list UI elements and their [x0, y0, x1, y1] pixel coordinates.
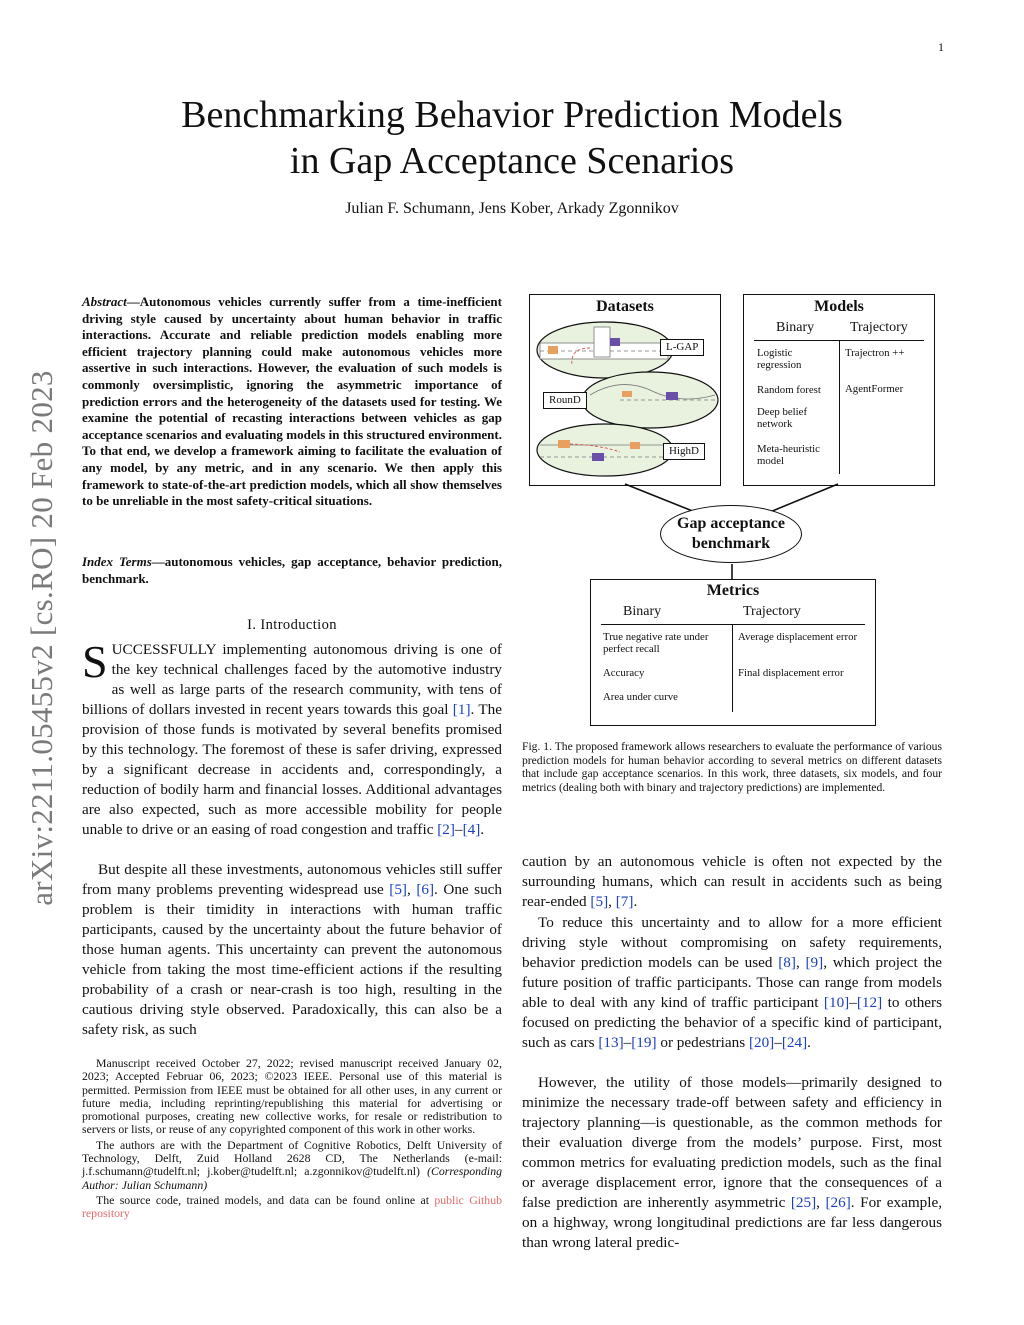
right-p3-text-b: . For example, on a highway, wrong longitudinal predictions are far less dangerous than wrong lateral predic- — [522, 1194, 942, 1251]
model-random-forest: Random forest — [757, 384, 821, 396]
metric-area-under-curve: Area under curve — [603, 691, 678, 703]
models-binary-label: Binary — [776, 320, 815, 335]
citation-link[interactable]: [6] — [416, 881, 435, 898]
dropcap: S — [82, 636, 108, 687]
right-p2-text-c: to others focused on predicting the behavior of a specific kind of participant, such as cars — [522, 994, 942, 1051]
right-p2-text: To reduce this uncertainty and to allow for a more efficient driving style without compromising on safety requirements, behavior prediction models can be used — [522, 914, 942, 971]
models-column-divider — [839, 340, 840, 474]
metrics-column-divider — [732, 624, 733, 712]
models-trajectory-label: Trajectory — [850, 320, 908, 335]
right-p1-text: caution by an autonomous vehicle is often not expected by the surrounding humans, which can result in accidents such as being rear-ended — [522, 853, 942, 910]
metrics-binary-label: Binary — [623, 604, 662, 619]
github-link[interactable]: public Github repository — [82, 1192, 502, 1221]
right-paragraph-2 — [522, 913, 942, 1053]
dash: – — [623, 1034, 632, 1051]
footnote-affiliation-text: The authors are with the Department of Cognitive Robotics, Delft University of Technology, Delft, Zuid Holland 2628 CD, The Netherlands (e-mail: j.f.schumann@tudelft.nl; j.kober@tudelft.nl; a.zgonnikov@tudelft.nl) — [82, 1137, 502, 1179]
comma: , — [406, 881, 417, 898]
citation-link[interactable]: [13] — [598, 1034, 624, 1051]
citation-link[interactable]: [5] — [590, 893, 609, 910]
page-number: 1 — [938, 40, 944, 54]
gap-acceptance-benchmark — [660, 505, 802, 563]
intro-p1-text-b: . The provision of those funds is motivated by several benefits promised by this technology. The foremost of these is safer driving, expressed by a significant decrease in accidents and, correspondingly, a reduction of bodily harm and financial losses. Additional advantages are also expected, such as more accessible mobility for people unable to drive or an easing of road congestion and traffic — [82, 701, 502, 838]
abstract-label: Abstract — [82, 294, 127, 309]
dataset-lgap-label: L-GAP — [660, 339, 704, 356]
intro-p2-text-b: . One such problem is their timidity in interactions with human traffic participants, caused by the uncertainty about the future behavior of those human agents. This uncertainty can prevent the autonomous vehicle from taking the most time-efficient actions if the resulting probability of a crash or near-crash is too high, resulting in the cautious driving style observed. Paradoxically, this can also be a safety risk, as such — [82, 881, 503, 1038]
footnote-source — [82, 1194, 502, 1221]
abstract-text: —Autonomous vehicles currently suffer from a time-inefficient driving style caused by uncertainty about human behavior in traffic interactions. Accurate and reliable prediction models enabling more efficient trajectory planning could make autonomous vehicles more assertive in such interactions. However, the evaluation of such models is commonly oversimplistic, ignoring the asymmetric importance of prediction errors and the heterogeneity of the datasets used for testing. We examine the potential of recasting interactions between vehicles as gap acceptance scenarios and evaluating models in this structured environment. To that end, we develop a framework aiming to facilitate the evaluation of any model, by any metric, and in any scenario. We then apply this framework to state-of-the-art prediction models, which all show themselves to be unreliable in the most safety-critical situations. — [82, 294, 502, 509]
datasets-title: Datasets — [596, 298, 654, 315]
citation-link[interactable]: [24] — [781, 1034, 808, 1051]
index-terms — [82, 554, 502, 587]
dash: – — [454, 821, 463, 838]
right-paragraph-1 — [522, 852, 942, 912]
period: . — [480, 821, 485, 838]
right-p2-text-b: , which project the future position of traffic participants. Those can range from models able to deal with any kind of traffic participant — [522, 954, 943, 1011]
intro-paragraph-1 — [82, 636, 502, 840]
footnote-source-text: The source code, trained models, and data can be found online at — [96, 1192, 435, 1207]
period: . — [633, 893, 638, 910]
arxiv-identifier: arXiv:2211.05455v2 [cs.RO] 20 Feb 2023 — [24, 370, 59, 906]
footnote-manuscript: Manuscript received October 27, 2022; revised manuscript received January 02, 2023; Accepted Februar 06, 2023; ©2023 IEEE. Personal use of this material is permitted. Permission from IEEE must be obtained for all other uses, in any current or future media, including reprinting/republishing this material for advertising or promotional purposes, creating new collective works, for resale or redistribution to servers or lists, or reuse of any copyrighted component of this work in other works. — [82, 1056, 502, 1137]
citation-link[interactable]: [9] — [805, 954, 824, 971]
citation-link[interactable]: [4] — [462, 821, 481, 838]
model-agentformer: AgentFormer — [845, 383, 904, 395]
title-line-2: in Gap Acceptance Scenarios — [289, 140, 735, 182]
model-meta-heuristic: Meta-heuristic model — [757, 443, 820, 467]
citation-link[interactable]: [25] — [790, 1194, 817, 1211]
authors: Julian F. Schumann, Jens Kober, Arkady Zgonnikov — [345, 200, 679, 217]
right-p2-text-d: or pedestrians — [656, 1034, 749, 1051]
intro-p2-text: But despite all these investments, autonomous vehicles still suffer from many problems preventing widespread use — [82, 861, 502, 898]
metric-true-negative-rate: True negative rate under perfect recall — [603, 631, 709, 655]
metrics-box — [590, 579, 876, 726]
citation-link[interactable]: [20] — [748, 1034, 775, 1051]
citation-link[interactable]: [12] — [856, 994, 883, 1011]
comma: , — [608, 893, 616, 910]
index-terms-text: —autonomous vehicles, gap acceptance, behavior prediction, benchmark. — [82, 554, 502, 586]
benchmark-line-1: Gap acceptance — [677, 515, 785, 532]
metric-average-displacement: Average displacement error — [738, 631, 858, 643]
model-deep-belief-network: Deep belief network — [757, 406, 808, 430]
metric-final-displacement: Final displacement error — [738, 667, 844, 679]
corresponding-author: (Corresponding Author: Julian Schumann) — [82, 1164, 502, 1192]
dataset-highd-label: HighD — [663, 443, 705, 460]
metrics-trajectory-label: Trajectory — [743, 604, 801, 619]
citation-link[interactable]: [19] — [631, 1034, 657, 1051]
intro-p1-text: UCCESSFULLY implementing autonomous driving is one of the key technical challenges faced by the automotive industry as well as large parts of the research community, with tens of billions of dollars invested in recent years towards this goal — [82, 641, 502, 718]
comma: , — [795, 954, 806, 971]
right-paragraph-3 — [522, 1073, 942, 1253]
right-p3-text: However, the utility of those models—primarily designed to minimize the necessary trade-off between safety and efficiency in trajectory planning—is questionable, as the common methods for their evaluation diverge from the models’ purpose. First, most common metrics for evaluating prediction models, such as the final or average displacement error, ignore that the consequences of a false prediction are inherently asymmetric — [522, 1074, 942, 1211]
dash: – — [774, 1034, 782, 1051]
section-heading: I. Introduction — [247, 617, 337, 633]
title-line-1: Benchmarking Behavior Prediction Models — [181, 94, 843, 136]
model-trajectron: Trajectron ++ — [845, 347, 905, 359]
citation-link[interactable]: [1] — [452, 701, 471, 718]
intro-paragraph-2 — [82, 860, 502, 1040]
dash: – — [849, 994, 857, 1011]
period: . — [807, 1034, 811, 1051]
models-box — [743, 294, 935, 486]
comma: , — [816, 1194, 826, 1211]
citation-link[interactable]: [5] — [389, 881, 407, 898]
citation-link[interactable]: [10] — [823, 994, 850, 1011]
citation-link[interactable]: [26] — [825, 1194, 851, 1211]
abstract — [82, 294, 502, 510]
metric-accuracy: Accuracy — [603, 667, 645, 679]
index-terms-label: Index Terms — [82, 554, 152, 569]
model-logistic-regression: Logistic regression — [757, 347, 802, 371]
figure-caption: Fig. 1. The proposed framework allows researchers to evaluate the performance of various prediction models for human behavior according to several metrics on different datasets that include gap acceptance scenarios. In this work, three datasets, six models, and four metrics (dealing both with binary and trajectory predictions) are implemented. — [522, 740, 942, 794]
datasets-box — [529, 294, 721, 486]
benchmark-line-2: benchmark — [691, 535, 771, 552]
metrics-title: Metrics — [706, 582, 760, 599]
models-title: Models — [814, 298, 864, 315]
footnote-affiliation — [82, 1139, 502, 1192]
paper-title — [0, 92, 1024, 184]
citation-link[interactable]: [2] — [437, 821, 455, 838]
dataset-round-label: RounD — [543, 392, 587, 409]
citation-link[interactable]: [8] — [778, 954, 796, 971]
footnotes — [82, 1057, 502, 1223]
citation-link[interactable]: [7] — [615, 893, 634, 910]
